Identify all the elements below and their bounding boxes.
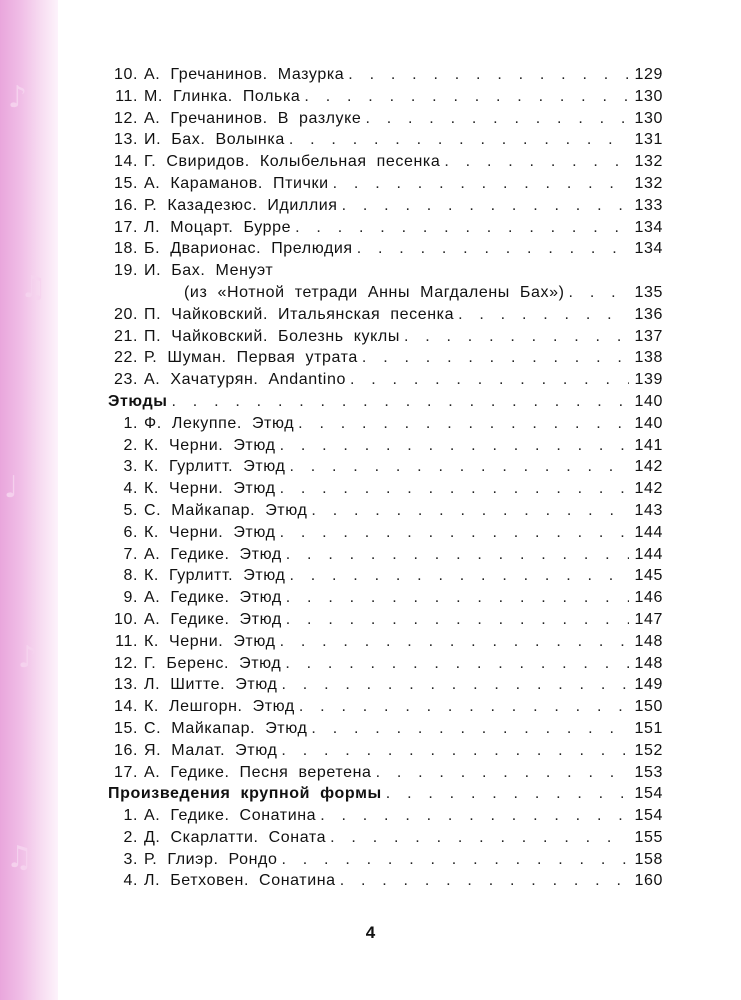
toc-entry-title: И. Бах. Волынка	[144, 131, 285, 149]
toc-entry-title: А. Гедике. Этюд	[144, 610, 282, 628]
toc-entry[interactable]	[108, 849, 663, 871]
toc-entry[interactable]	[108, 86, 663, 108]
toc-page-number: 158	[634, 850, 663, 868]
toc-entry[interactable]	[108, 456, 663, 478]
toc-entry-number: 13.	[113, 131, 138, 149]
toc-entry-title: Г. Беренс. Этюд	[144, 654, 282, 672]
toc-entry[interactable]	[108, 304, 663, 326]
toc-page-number: 142	[634, 480, 663, 498]
toc-entry-number: 10.	[113, 610, 138, 628]
toc-entry-number: 1.	[123, 414, 138, 432]
music-note-icon: ♩	[4, 470, 19, 505]
toc-entry-number: 14.	[113, 153, 138, 171]
toc-page-number: 132	[634, 174, 663, 192]
toc-entry-number: 4.	[123, 480, 138, 498]
toc-entry[interactable]	[108, 173, 663, 195]
toc-entry-number: 4.	[123, 872, 138, 890]
toc-entry-number: 17.	[113, 218, 138, 236]
toc-entry-title: Л. Моцарт. Бурре	[144, 218, 292, 236]
dot-leader	[365, 108, 628, 130]
dot-leader	[340, 870, 629, 892]
toc-entry-number: 3.	[123, 458, 138, 476]
dot-leader	[299, 696, 629, 718]
toc-entry[interactable]	[108, 696, 663, 718]
toc-entry-title: А. Гречанинов. Мазурка	[144, 66, 345, 83]
toc-entry[interactable]	[108, 151, 663, 173]
toc-entry[interactable]	[108, 435, 663, 457]
toc-entry-number: 7.	[123, 545, 138, 563]
toc-entry[interactable]	[108, 609, 663, 631]
toc-entry-number: 3.	[123, 850, 138, 868]
toc-page-number: 133	[634, 196, 663, 214]
toc-entry-number: 20.	[113, 305, 138, 323]
dot-leader	[298, 413, 628, 435]
toc-page-number: 138	[634, 349, 663, 367]
dot-leader	[458, 304, 628, 326]
toc-page-number: 136	[634, 305, 663, 323]
toc-entry[interactable]	[108, 500, 663, 522]
toc-entry-number: 13.	[113, 676, 138, 694]
toc-page-number: 137	[634, 327, 663, 345]
dot-leader	[289, 456, 628, 478]
dot-leader	[357, 238, 629, 260]
dot-leader	[289, 129, 629, 151]
toc-entry-title: А. Гедике. Песня веретена	[144, 763, 372, 781]
dot-leader	[280, 631, 629, 653]
toc-page-number: 149	[634, 676, 663, 694]
toc-entry-title: А. Караманов. Птички	[144, 174, 329, 192]
toc-entry[interactable]	[108, 217, 663, 239]
toc-entry-number: 12.	[113, 109, 138, 127]
dot-leader	[333, 173, 629, 195]
music-note-icon: ♪	[8, 80, 28, 115]
toc-entry[interactable]	[108, 718, 663, 740]
toc-entry-title: Р. Глиэр. Рондо	[144, 850, 278, 868]
toc-entry[interactable]	[108, 522, 663, 544]
toc-entry-number: 11.	[115, 87, 138, 105]
toc-entry-title: П. Чайковский. Итальянская песенка	[144, 305, 455, 323]
toc-section-heading[interactable]	[108, 391, 663, 413]
toc-entry-title: К. Черни. Этюд	[144, 632, 276, 650]
dot-leader	[376, 762, 629, 784]
section-title: Произведения крупной формы	[108, 785, 382, 803]
toc-page-number: 142	[634, 458, 663, 476]
dot-leader	[285, 653, 628, 675]
toc-page-number: 132	[634, 153, 663, 171]
toc-page-number: 144	[634, 545, 663, 563]
toc-entry[interactable]	[108, 369, 663, 391]
toc-page-number: 140	[634, 414, 663, 432]
toc-entry[interactable]	[108, 326, 663, 348]
toc-page-number: 154	[634, 807, 663, 825]
toc-page-number: 145	[634, 567, 663, 585]
toc-entry-title: А. Гедике. Сонатина	[144, 807, 317, 825]
toc-page-number: 148	[634, 632, 663, 650]
toc-entry-title: А. Гречанинов. В разлуке	[144, 109, 362, 127]
toc-page-number: 134	[634, 218, 663, 236]
toc-page-number: 147	[634, 610, 663, 628]
toc-entry[interactable]	[108, 805, 663, 827]
toc-entry-title: Я. Малат. Этюд	[144, 741, 278, 759]
toc-entry-number: 6.	[123, 523, 138, 541]
toc-entry[interactable]	[108, 195, 663, 217]
toc-entry-number: 8.	[123, 567, 138, 585]
toc-entry-number: 2.	[123, 828, 138, 846]
toc-entry-number: 22.	[113, 349, 138, 367]
toc-entry-number: 21.	[113, 327, 138, 345]
dot-leader	[172, 391, 629, 413]
dot-leader	[342, 195, 629, 217]
toc-entry-number: 14.	[113, 698, 138, 716]
toc-entry-number: 5.	[123, 501, 138, 519]
toc-entry-number: 16.	[113, 741, 138, 759]
dot-leader	[289, 565, 628, 587]
toc-entry-number: 9.	[123, 589, 138, 607]
dot-leader	[330, 827, 628, 849]
toc-page-number: 151	[634, 719, 663, 737]
dot-leader	[304, 86, 628, 108]
toc-page-number: 152	[634, 741, 663, 759]
toc-entry-title: Р. Шуман. Первая утрата	[144, 349, 358, 367]
toc-entry[interactable]	[108, 674, 663, 696]
toc-page-number: 130	[634, 109, 663, 127]
toc-entry[interactable]	[108, 870, 663, 892]
toc-entry-number: 17.	[113, 763, 138, 781]
toc-entry-title: Л. Шитте. Этюд	[144, 676, 278, 694]
toc-entry-title: Г. Свиридов. Колыбельная песенка	[144, 153, 441, 171]
toc-page-number: 131	[634, 131, 663, 149]
toc-entry[interactable]	[108, 413, 663, 435]
dot-leader	[320, 805, 628, 827]
music-note-icon: ♫	[20, 270, 47, 305]
toc-entry-title: К. Гурлитт. Этюд	[144, 567, 286, 585]
toc-entry-title: Б. Дварионас. Прелюдия	[144, 240, 353, 258]
dot-leader	[281, 674, 628, 696]
dot-leader	[280, 435, 629, 457]
toc-entry[interactable]	[108, 740, 663, 762]
toc-entry[interactable]	[108, 478, 663, 500]
toc-entry-title: К. Гурлитт. Этюд	[144, 458, 286, 476]
toc-entry-number: 19.	[113, 262, 138, 280]
toc-entry-number: 12.	[113, 654, 138, 672]
toc-page-number: 143	[634, 501, 663, 519]
toc-page-number: 130	[634, 87, 663, 105]
toc-entry-number: 23.	[113, 371, 138, 389]
toc-entry-title: К. Лешгорн. Этюд	[144, 698, 295, 716]
toc-entry-title: К. Черни. Этюд	[144, 480, 276, 498]
page-number: 4	[365, 923, 376, 942]
toc-entry-number: 16.	[113, 196, 138, 214]
toc-page-number: 140	[634, 392, 663, 410]
toc-entry-number: 11.	[115, 632, 138, 650]
toc-entry-title: К. Черни. Этюд	[144, 436, 276, 454]
toc-page-number: 139	[634, 371, 663, 389]
dot-leader	[280, 478, 629, 500]
dot-leader	[286, 544, 629, 566]
dot-leader	[404, 326, 629, 348]
toc-entry-title: Д. Скарлатти. Соната	[144, 828, 327, 846]
toc-entry-title: С. Майкапар. Этюд	[144, 719, 308, 737]
toc-entry[interactable]	[108, 129, 663, 151]
toc-entry-number: 15.	[113, 719, 138, 737]
toc-entry[interactable]	[108, 64, 663, 86]
toc-entry[interactable]	[108, 282, 663, 304]
toc-entry-title: С. Майкапар. Этюд	[144, 501, 308, 519]
toc-entry-title: А. Гедике. Этюд	[144, 589, 282, 607]
toc-section-heading[interactable]	[108, 783, 663, 805]
toc-entry-title: Р. Казадезюс. Идиллия	[144, 196, 338, 214]
toc-entry[interactable]	[108, 587, 663, 609]
dot-leader	[286, 587, 629, 609]
table-of-contents	[108, 64, 663, 892]
toc-entry-title: А. Хачатурян. Andantino	[144, 371, 346, 389]
dot-leader	[362, 347, 629, 369]
toc-page-number: 148	[634, 654, 663, 672]
toc-page-number: 160	[634, 872, 663, 890]
toc-entry[interactable]	[108, 565, 663, 587]
dot-leader	[286, 609, 629, 631]
toc-entry-number: 10.	[113, 66, 138, 83]
toc-entry-title: М. Глинка. Полька	[144, 87, 301, 105]
section-title: Этюды	[108, 392, 168, 410]
toc-page-number: 134	[634, 240, 663, 258]
dot-leader	[281, 849, 628, 871]
dot-leader	[348, 64, 628, 86]
dot-leader	[311, 718, 628, 740]
toc-entry-number: 15.	[113, 174, 138, 192]
dot-leader	[280, 522, 629, 544]
toc-entry-title: К. Черни. Этюд	[144, 523, 276, 541]
toc-page-number: 150	[634, 698, 663, 716]
dot-leader	[281, 740, 628, 762]
toc-entry-number: 2.	[123, 436, 138, 454]
toc-entry[interactable]	[108, 238, 663, 260]
dot-leader	[444, 151, 628, 173]
dot-leader	[386, 783, 629, 805]
toc-page-number: 155	[634, 828, 663, 846]
decorative-side-band	[0, 0, 58, 1000]
toc-entry[interactable]	[108, 762, 663, 784]
toc-entry-title: (из «Нотной тетради Анны Магдалены Бах»)	[184, 283, 565, 301]
toc-entry-number: 1.	[123, 807, 138, 825]
toc-entry[interactable]	[108, 631, 663, 653]
toc-entry-title: Ф. Лекуппе. Этюд	[144, 414, 295, 432]
toc-entry-number: 18.	[113, 240, 138, 258]
toc-page-number: 141	[634, 436, 663, 454]
toc-entry-title: И. Бах. Менуэт	[144, 262, 274, 280]
toc-page-number: 144	[634, 523, 663, 541]
toc-page-number: 129	[634, 66, 663, 83]
dot-leader	[569, 282, 629, 304]
toc-entry-title: П. Чайковский. Болезнь куклы	[144, 327, 400, 345]
dot-leader	[350, 369, 629, 391]
toc-entry-title: Л. Бетховен. Сонатина	[144, 872, 336, 890]
toc-page-number: 154	[634, 785, 663, 803]
toc-entry[interactable]	[108, 544, 663, 566]
dot-leader	[311, 500, 628, 522]
toc-entry[interactable]	[108, 347, 663, 369]
toc-page-number: 146	[634, 589, 663, 607]
toc-entry[interactable]	[108, 108, 663, 130]
music-note-icon: ♫	[6, 840, 33, 875]
toc-page-number: 153	[634, 763, 663, 781]
toc-page-number: 135	[634, 283, 663, 301]
music-note-icon: ♪	[18, 640, 38, 675]
dot-leader	[295, 217, 628, 239]
toc-entry[interactable]	[108, 260, 663, 282]
toc-entry-title: А. Гедике. Этюд	[144, 545, 282, 563]
toc-entry[interactable]	[108, 827, 663, 849]
toc-entry[interactable]	[108, 653, 663, 675]
